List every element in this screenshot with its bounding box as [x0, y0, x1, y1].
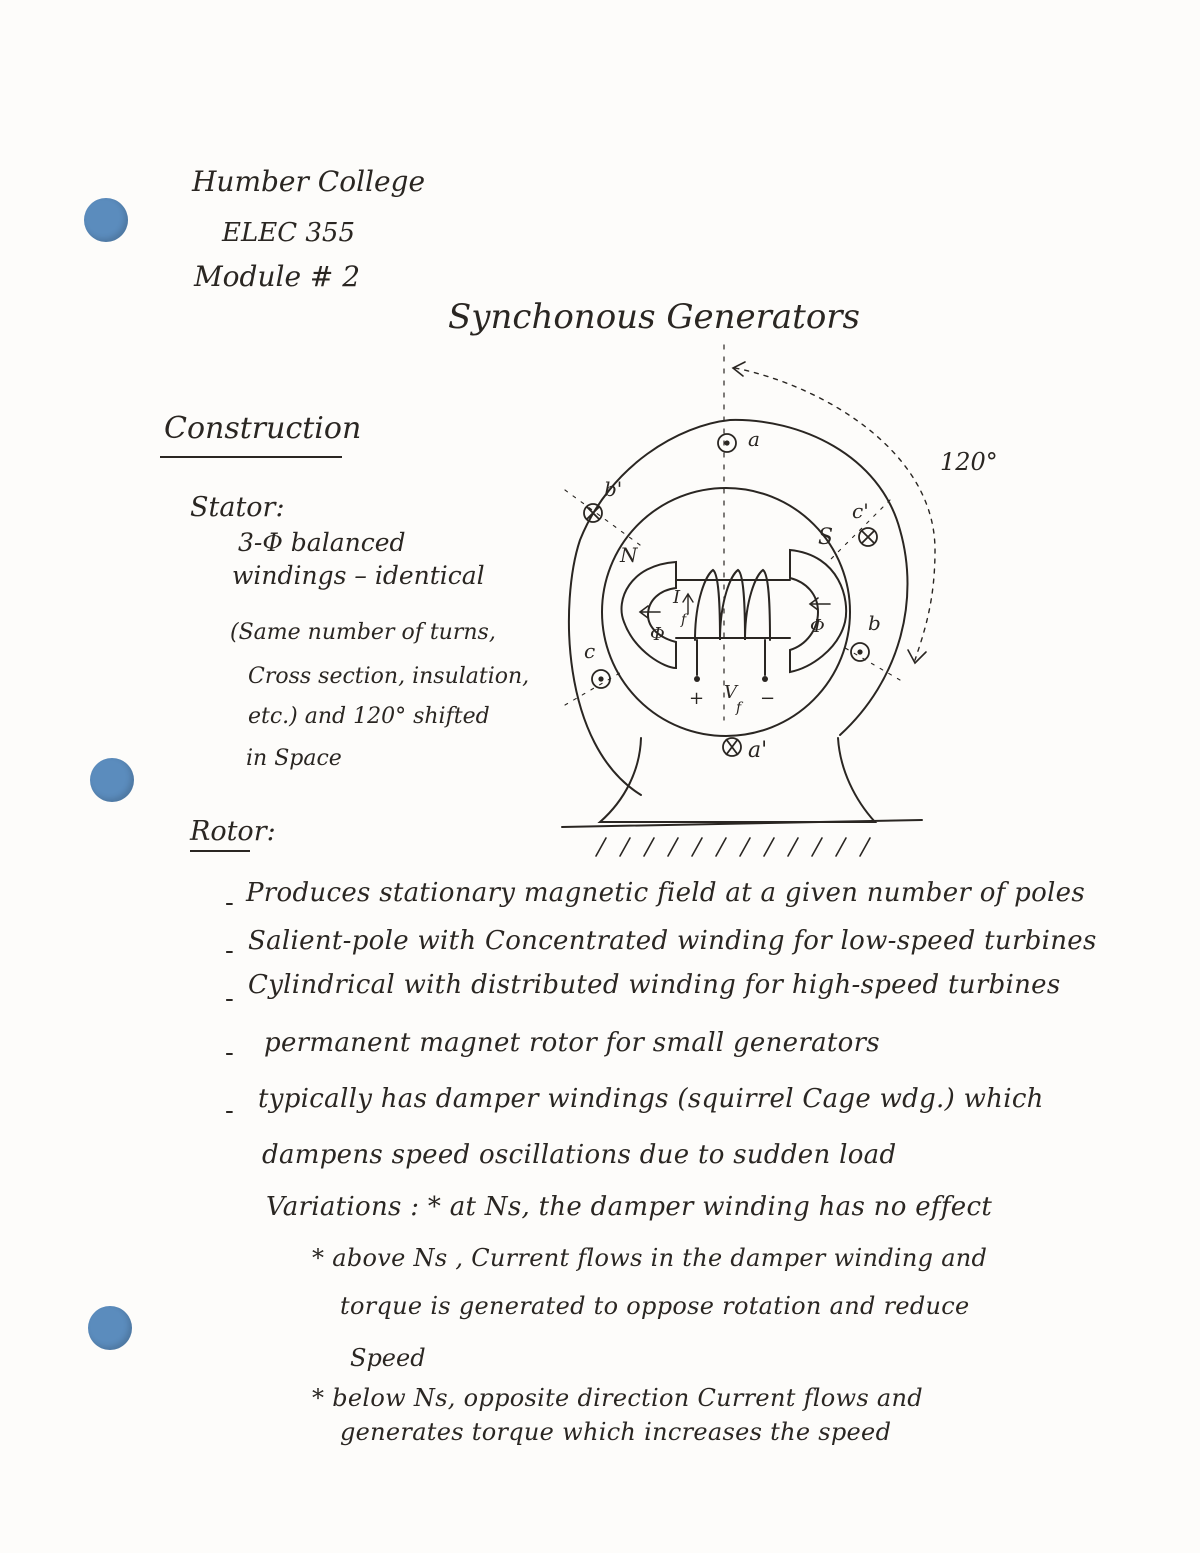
rotor-bullet-3: Cylindrical with distributed winding for high-speed turbines — [248, 970, 1061, 1000]
field-plus-label: + — [689, 688, 705, 709]
rotor-pole-left — [622, 562, 676, 668]
angle-label: 120° — [940, 448, 998, 476]
pole-label-s: S — [818, 525, 834, 550]
coil-label-c: c — [584, 639, 596, 663]
field-current-subscript: f — [681, 612, 687, 628]
stator-label: Stator: — [190, 492, 285, 523]
coil-label-c-prime: c' — [852, 499, 869, 523]
binder-hole-bottom — [88, 1306, 132, 1350]
rotor-label: Rotor: — [190, 816, 276, 847]
page-title: Synchonous Generators — [448, 297, 860, 337]
stator-line-2: windings – identical — [232, 561, 485, 590]
rotor-bullet-5: typically has damper windings (squirrel Cage wdg.) which — [258, 1084, 1044, 1114]
stator-line-6: in Space — [246, 746, 342, 771]
coil-label-a-prime: a' — [748, 738, 768, 763]
rotor-bullet-2: Salient-pole with Concentrated winding for low-speed turbines — [248, 926, 1097, 956]
rotor-bullet-4: permanent magnet rotor for small generators — [264, 1028, 880, 1058]
stator-line-3: (Same number of turns, — [230, 620, 496, 645]
bullet-dash: - — [225, 1096, 234, 1126]
pole-label-n: N — [620, 543, 638, 567]
synchronous-generator-diagram — [540, 330, 998, 870]
module-number: Module # 2 — [194, 260, 361, 293]
rotor-underline — [190, 850, 250, 852]
damper-note-above-3: Speed — [350, 1344, 426, 1372]
stator-line-1: 3-Φ balanced — [238, 528, 406, 557]
institution-name: Humber College — [192, 165, 426, 198]
bullet-dash: - — [225, 1038, 234, 1068]
rotor-pole-right — [790, 550, 846, 672]
flux-label-right: Φ — [810, 616, 825, 637]
binder-hole-top — [84, 198, 128, 242]
rotor-continuation-2: Variations : * at Ns, the damper winding has no effect — [266, 1192, 993, 1222]
course-code: ELEC 355 — [222, 218, 356, 248]
coil-label-a: a — [748, 427, 760, 451]
rotor-bullet-1: Produces stationary magnetic field at a given number of poles — [246, 878, 1086, 908]
stator-line-4: Cross section, insulation, — [248, 664, 530, 689]
damper-note-above-1: * above Ns , Current flows in the damper winding and — [312, 1244, 988, 1272]
damper-note-above-2: torque is generated to oppose rotation and reduce — [340, 1292, 970, 1320]
field-minus-label: − — [760, 688, 776, 709]
coil-label-b-prime: b' — [604, 477, 623, 501]
stator-line-5: etc.) and 120° shifted — [248, 704, 490, 729]
bullet-dash: - — [225, 936, 234, 966]
damper-note-below-2: generates torque which increases the speed — [340, 1418, 892, 1446]
section-heading-construction: Construction — [164, 411, 362, 446]
bullet-dash: - — [225, 888, 234, 918]
construction-underline — [160, 456, 342, 458]
binder-hole-middle — [90, 758, 134, 802]
field-voltage-subscript: f — [736, 700, 742, 716]
flux-label-left: Φ — [650, 624, 665, 645]
generator-base — [600, 738, 875, 822]
coil-label-b: b — [868, 611, 881, 635]
field-current-label: I — [673, 587, 681, 608]
field-voltage-label: V — [724, 682, 737, 703]
damper-note-below-1: * below Ns, opposite direction Current flows and — [312, 1384, 923, 1412]
rotor-continuation-1: dampens speed oscillations due to sudden load — [262, 1140, 897, 1170]
bullet-dash: - — [225, 984, 234, 1014]
